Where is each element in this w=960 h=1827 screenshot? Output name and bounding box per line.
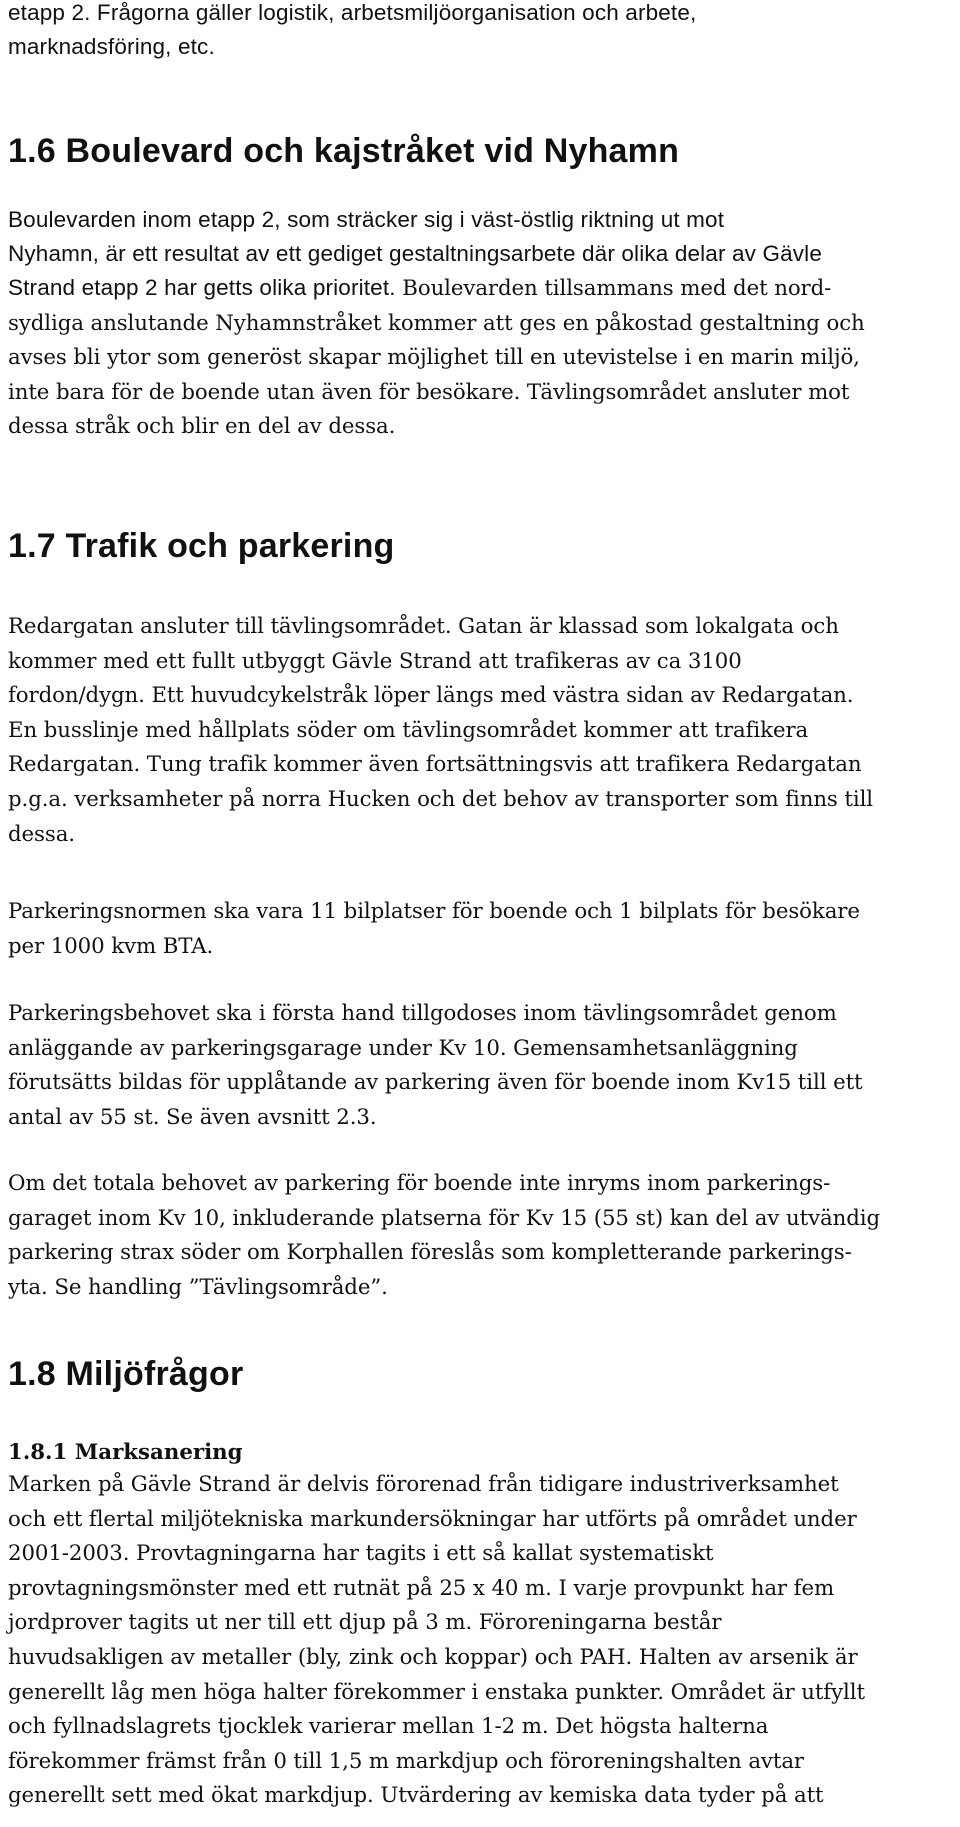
text-line: generellt sett med ökat markdjup. Utvärdering av kemiska data tyder på att (8, 1783, 824, 1809)
text-line: p.g.a. verksamheter på norra Hucken och det behov av transporter som finns till (8, 786, 874, 812)
text-line: anläggande av parkeringsgarage under Kv 10. Gemensamhetsanläggning (8, 1035, 798, 1061)
text-line: En busslinje med hållplats söder om tävlingsområdet kommer att trafikera (8, 717, 809, 743)
text-line: Boulevarden inom etapp 2, som sträcker sig i väst-östlig riktning ut mot (8, 207, 725, 232)
text-line: yta. Se handling ”Tävlingsområde”. (8, 1274, 388, 1300)
text-line: avses bli ytor som generöst skapar möjlighet till en utevistelse i en marin miljö, (8, 345, 860, 371)
section-heading-1-6: 1.6 Boulevard och kajstråket vid Nyhamn (8, 132, 680, 170)
text-line: Parkeringsnormen ska vara 11 bilplatser för boende och 1 bilplats för besökare (8, 899, 860, 924)
text-line: Redargatan ansluter till tävlingsområdet. Gatan är klassad som lokalgata och (8, 614, 839, 639)
text-line: parkering strax söder om Korphallen föreslås som kompletterande parkerings- (8, 1240, 852, 1266)
subsection-heading-1-8-1: 1.8.1 Marksanering (8, 1440, 243, 1465)
text-line: Om det totala behovet av parkering för boende inte inryms inom parkerings- (8, 1171, 831, 1196)
text-line: förutsätts bildas för upplåtande av parkering även för boende inom Kv15 till ett (8, 1070, 863, 1096)
text-line: Marken på Gävle Strand är delvis förorenad från tidigare industriverksamhet (8, 1472, 839, 1497)
text-line: garaget inom Kv 10, inkluderande platserna för Kv 15 (55 st) kan del av utvändig (8, 1205, 881, 1231)
text-line: Nyhamn, är ett resultat av ett gediget gestaltningsarbete där olika delar av Gävle (8, 241, 822, 266)
section-1-7-paragraph-1 (8, 610, 873, 852)
text-line: sydliga anslutande Nyhamnstråket kommer att ges en påkostad gestaltning och (8, 310, 865, 336)
text-line: antal av 55 st. Se även avsnitt 2.3. (8, 1104, 377, 1130)
text-line: och fyllnadslagrets tjocklek varierar mellan 1-2 m. Det högsta halterna (8, 1714, 769, 1740)
text-line: kommer med ett fullt utbyggt Gävle Strand att trafikeras av ca 3100 (8, 648, 742, 674)
section-1-7-paragraph-4 (8, 1167, 880, 1305)
text-line: jordprover tagits ut ner till ett djup på 3 m. Föroreningarna består (8, 1610, 722, 1636)
intro-paragraph (8, 0, 696, 64)
section-1-6-paragraph (8, 203, 865, 445)
text-line: marknadsföring, etc. (8, 34, 215, 59)
text-line: per 1000 kvm BTA. (8, 933, 214, 959)
text-line: Parkeringsbehovet ska i första hand tillgodoses inom tävlingsområdet genom (8, 1001, 837, 1026)
section-heading-1-8: 1.8 Miljöfrågor (8, 1355, 244, 1393)
text-line: provtagningsmönster med ett rutnät på 25 x 40 m. I varje provpunkt har fem (8, 1575, 835, 1601)
subsection-1-8-1-paragraph (8, 1468, 865, 1814)
text-segment-sans: Strand etapp 2 har getts olika prioritet. (8, 275, 396, 300)
section-heading-1-7: 1.7 Trafik och parkering (8, 527, 395, 565)
text-line: dessa stråk och blir en del av dessa. (8, 414, 396, 440)
text-line: förekommer främst från 0 till 1,5 m markdjup och föroreningshalten avtar (8, 1748, 804, 1774)
text-line-mixed (8, 271, 865, 307)
text-line: etapp 2. Frågorna gäller logistik, arbetsmiljöorganisation och arbete, (8, 0, 697, 25)
text-segment-serif: Boulevarden tillsammans med det nord- (395, 276, 832, 301)
text-line: dessa. (8, 821, 75, 847)
text-line: 2001-2003. Provtagningarna har tagits i ett så kallat systematiskt (8, 1541, 714, 1567)
text-line: huvudsakligen av metaller (bly, zink och koppar) och PAH. Halten av arsenik är (8, 1644, 858, 1670)
text-line: generellt låg men höga halter förekommer i enstaka punkter. Området är utfyllt (8, 1679, 865, 1705)
section-1-7-paragraph-3 (8, 997, 863, 1135)
text-line: Redargatan. Tung trafik kommer även fortsättningsvis att trafikera Redargatan (8, 752, 862, 778)
section-1-7-paragraph-2 (8, 895, 860, 964)
text-line: inte bara för de boende utan även för besökare. Tävlingsområdet ansluter mot (8, 379, 850, 405)
text-line: och ett flertal miljötekniska markundersökningar har utförts på området under (8, 1506, 857, 1532)
text-line: fordon/dygn. Ett huvudcykelstråk löper längs med västra sidan av Redargatan. (8, 683, 854, 709)
